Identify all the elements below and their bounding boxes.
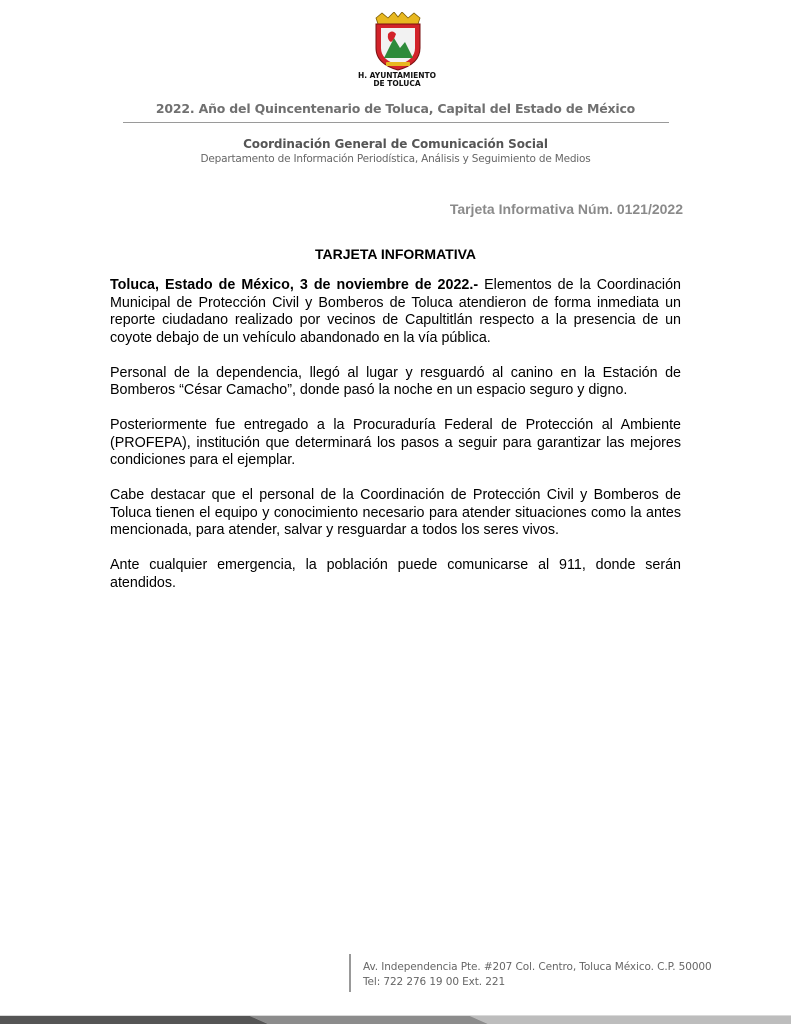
paragraph-1: [110, 277, 681, 347]
toluca-seal-logo: [368, 12, 428, 72]
paragraph-5: Ante cualquier emergencia, la población puede comunicarse al 911, donde serán atendidos.: [110, 557, 681, 591]
document-title: TARJETA INFORMATIVA: [315, 246, 476, 262]
document-body: [110, 277, 681, 610]
paragraph-4: Cabe destacar que el personal de la Coordinación de Protección Civil y Bomberos de Toluca tienen el equipo y conocimiento necesario para atender situaciones como la antes mencionada, para atender, salvar y resguardar a todos los seres vivos.: [110, 487, 681, 538]
header-divider: [123, 122, 669, 123]
year-motto: 2022. Año del Quincentenario de Toluca, Capital del Estado de México: [155, 101, 636, 116]
department-title: Departamento de Información Periodística, Análisis y Seguimiento de Medios: [200, 153, 591, 165]
footer-phone: Tel: 722 276 19 00 Ext. 221: [363, 976, 506, 988]
paragraph-3: Posteriormente fue entregado a la Procuraduría Federal de Protección al Ambiente (PROFEPA), institución que determinará los pasos a seguir para garantizar las mejores condiciones para el ejemplar.: [110, 417, 681, 468]
dateline: Toluca, Estado de México, 3 de noviembre de 2022.-: [110, 277, 479, 293]
paragraph-2: Personal de la dependencia, llegó al lugar y resguardó al canino en la Estación de Bomberos “César Camacho”, donde pasó la noche en un espacio seguro y digno.: [110, 364, 681, 398]
footer-address: Av. Independencia Pte. #207 Col. Centro, Toluca México. C.P. 50000: [363, 961, 712, 973]
seal-caption-line2: DE TOLUCA: [373, 79, 421, 88]
coordination-title: Coordinación General de Comunicación Social: [243, 137, 548, 151]
footer-divider: [349, 954, 351, 992]
card-number: Tarjeta Informativa Núm. 0121/2022: [449, 201, 683, 217]
paragraph-1-text: Elementos de la Coordinación Municipal de Protección Civil y Bomberos de Toluca atendieron de forma inmediata un reporte ciudadano realizado por vecinos de Capultitlán respecto a la presencia de un coyote debajo de un vehículo abandonado en la vía pública.: [110, 277, 681, 346]
footer-decorative-band: [0, 1013, 791, 1024]
seal-caption-line1: H. AYUNTAMIENTO: [357, 71, 437, 80]
